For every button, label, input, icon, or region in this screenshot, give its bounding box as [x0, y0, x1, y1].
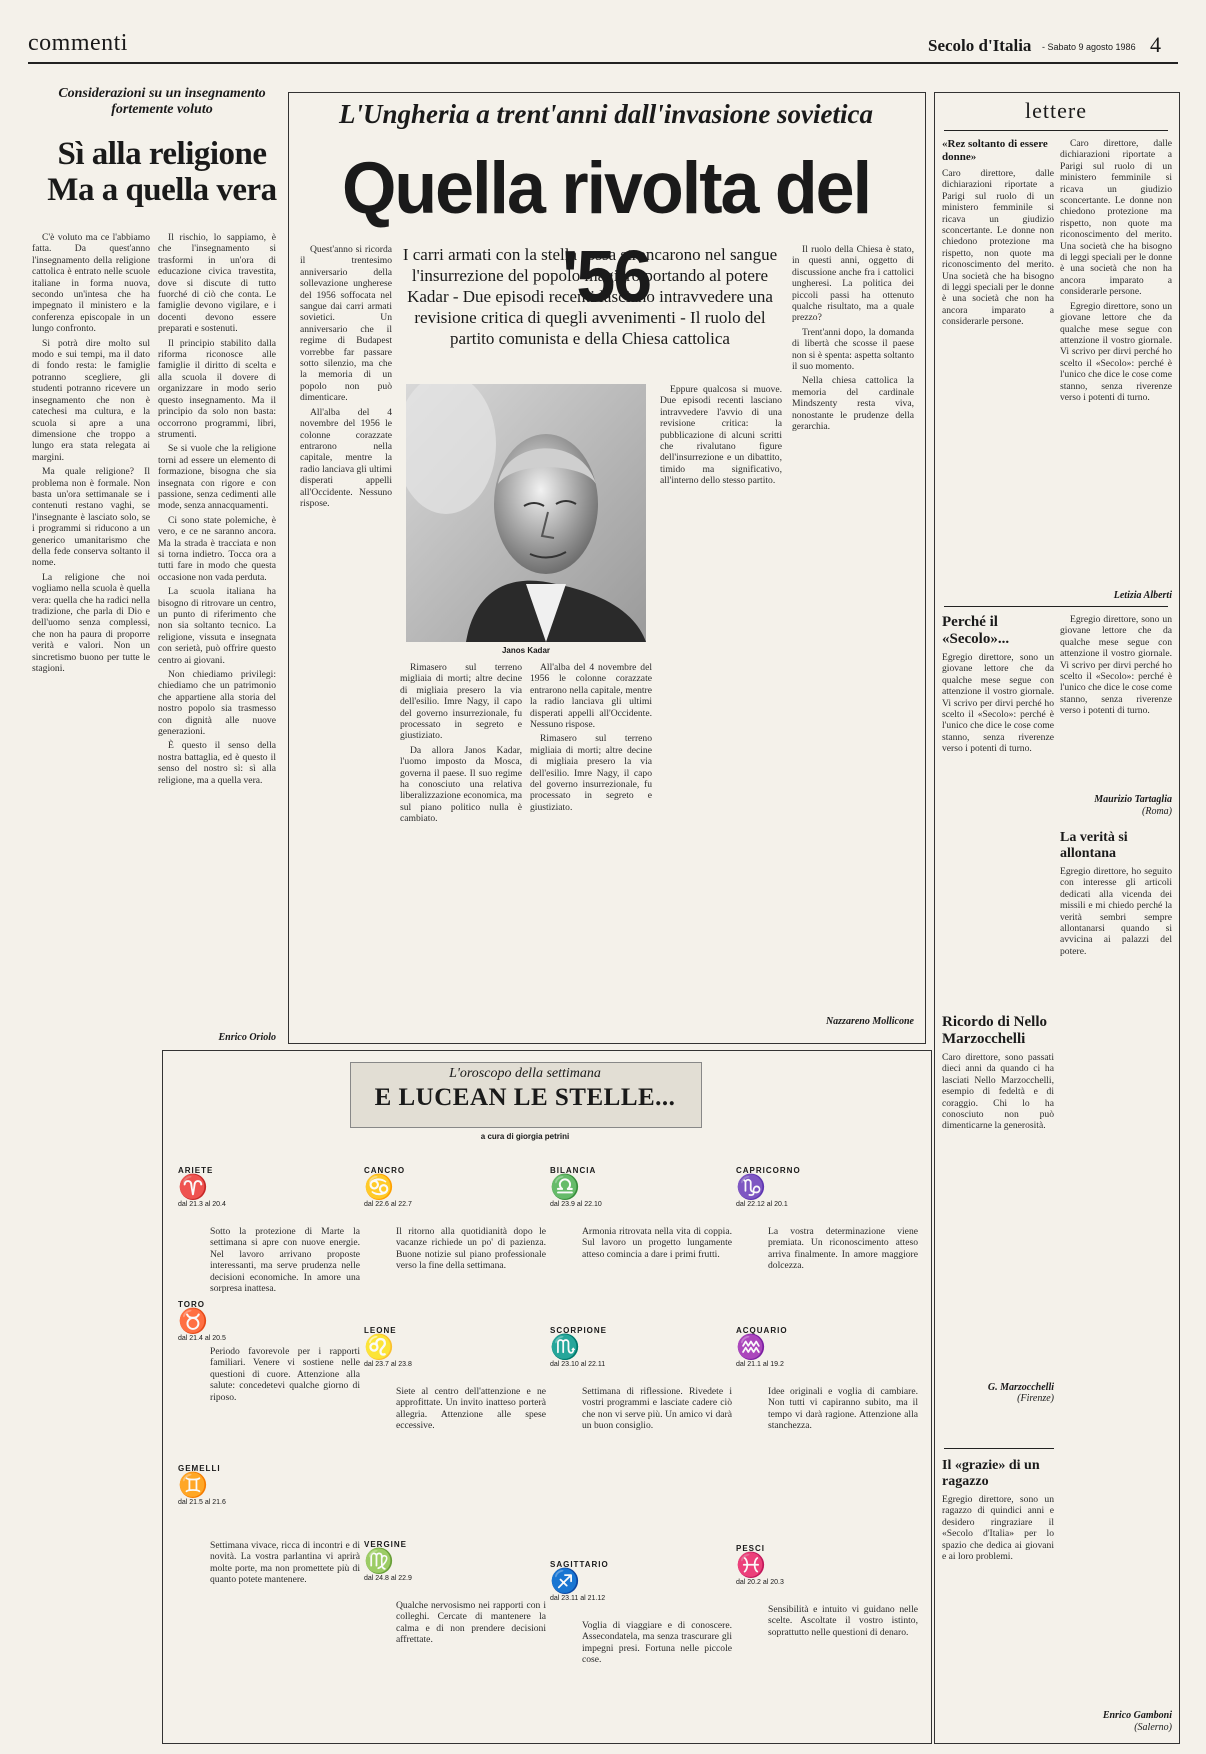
left-article-author: Enrico Oriolo: [218, 1032, 276, 1043]
letter-title: La verità si allontana: [1060, 830, 1128, 861]
sign-dates: dal 23.11 al 21.12: [550, 1595, 606, 1602]
sign-acquario: [736, 1326, 920, 1368]
sign-bilancia: [550, 1166, 734, 1208]
sign-text: Settimana di riflessione. Rivedete i vostri programmi e lasciate cadere ciò che non vi serve più. Un amico vi darà un buon consiglio.: [582, 1386, 732, 1432]
letter-2-signature: Maurizio Tartaglia: [1094, 794, 1172, 805]
sign-dates: dal 21.1 al 19.2: [736, 1361, 784, 1368]
paragraph: Se si vuole che la religione torni ad essere un elemento di formazione, bisogna che sia insegnata con rigore e con passione, senza cedimenti alle mode, senza annacquamenti.: [158, 443, 276, 512]
sign-text: Settimana vivace, ricca di incontri e di novità. La vostra parlantina vi aprirà molte porte, ma non promettete più di quanto potete mantenere.: [210, 1540, 360, 1586]
horoscope-title: E LUCEAN LE STELLE...: [374, 1084, 676, 1111]
main-headline: Quella rivolta del '56: [341, 146, 871, 318]
letter-1: [942, 138, 1054, 608]
letter-2: [942, 614, 1054, 1014]
letter-title: «Rez soltanto di essere donne»: [942, 138, 1048, 163]
main-article-author: Nazzareno Mollicone: [825, 1016, 914, 1027]
sign-name: PESCI: [736, 1544, 766, 1553]
newspaper-name: Secolo d'Italia: [928, 36, 1032, 55]
letters-title-rule: [944, 130, 1168, 131]
letters-title: lettere: [1025, 98, 1087, 123]
sign-text: Voglia di viaggiare e di conoscere. Assecondatela, ma senza trascurare gli impegni presi. Fortuna nelle piccole cose.: [582, 1620, 732, 1666]
left-headline-line1: Sì alla religione: [57, 136, 267, 172]
header-rule: [28, 62, 1178, 64]
letter-body: Egregio direttore, ho seguito con interesse gli articoli dedicati alla vicenda dei missili e mi chiedo perché la verità sembri sempre allontanarsi quando si avvicina ai palazzi del potere.: [1060, 866, 1172, 957]
sign-name: LEONE: [364, 1326, 397, 1335]
letter-2-place: (Roma): [1142, 806, 1172, 817]
letter-place: (Firenze): [1017, 1393, 1054, 1404]
leo-icon: ♌: [364, 1335, 394, 1361]
paragraph: Caro direttore, dalle dichiarazioni riportate a Parigi sul ruolo di un ministero femminile si ricava un giudizio sconcertante. Le donne non chiedono protezione ma rispetto, non quote ma riconoscimento del merito. Una società che ha bisogno di leggi speciali per le donne è una società che non ha ancora imparato a considerarle persone.: [1060, 138, 1172, 298]
letter-5-place: (Salerno): [1134, 1722, 1172, 1733]
sign-text: Siete al centro dell'attenzione e ne approfittate. Un invito inatteso porterà allegria. Attenzione alle spese eccessive.: [396, 1386, 546, 1432]
sign-name: ACQUARIO: [736, 1326, 788, 1335]
paragraph: Quest'anno si ricorda il trentesimo anniversario della sollevazione ungherese del 1956 soffocata nel sangue dai carri armati sovietici. Un anniversario che il regime di Budapest vorrebbe far passare sotto silenzio, ma che la memoria di un popolo non può dimenticare.: [300, 244, 392, 404]
sign-dates: dal 20.2 al 20.3: [736, 1579, 784, 1586]
sign-name: BILANCIA: [550, 1166, 597, 1175]
left-headline-line2: Ma a quella vera: [47, 172, 277, 208]
sign-dates: dal 22.12 al 20.1: [736, 1201, 788, 1208]
sign-text: La vostra determinazione viene premiata. Un riconoscimento atteso arriva finalmente. In amore maggiore dolcezza.: [768, 1226, 918, 1272]
letter-body: Egregio direttore, sono un giovane lettore che da qualche mese segue con attenzione il vostro giornale. Vi scrivo per dirvi perché ho scelto il «Secolo»: perché è l'unico che dice le cose come stanno, senza riverenze verso i potenti di turno.: [942, 652, 1054, 755]
taurus-icon: ♉: [178, 1309, 208, 1335]
paragraph: La scuola italiana ha bisogno di ritrovare un centro, un punto di riferimento che non sia soltanto tecnico. La religione, vissuta e insegnata con serietà, può offrire questo centro ai giovani.: [158, 586, 276, 666]
sign-text: Qualche nervosismo nei rapporti con i colleghi. Cercate di mantenere la calma e di non prendere decisioni affrettate.: [396, 1600, 546, 1646]
pisces-icon: ♓: [736, 1553, 766, 1579]
letter-1-signature: Letizia Alberti: [1113, 590, 1172, 601]
sign-scorpione: [550, 1326, 734, 1368]
letters-divider: [944, 1448, 1054, 1449]
sign-text: Periodo favorevole per i rapporti familiari. Venere vi sostiene nelle questioni di cuore. Attenzione alla salute: concedetevi qualche giorno di riposo.: [210, 1346, 360, 1403]
paragraph: Eppure qualcosa si muove. Due episodi recenti lasciano intravvedere l'avvio di una revisione critica: la pubblicazione di alcuni scritti che rivalutano figure dell'insurrezione e un dibattito, timido ma significativo, all'interno dello stesso partito.: [660, 384, 782, 487]
aquarius-icon: ♒: [736, 1335, 766, 1361]
letter-4: [942, 1014, 1054, 1434]
paragraph: Rimasero sul terreno migliaia di morti; altre decine di migliaia presero la via dell'esilio. Imre Nagy, il capo del governo insurrezionale, fu processato in segreto e giustiziato.: [400, 662, 522, 742]
scorpio-icon: ♏: [550, 1335, 580, 1361]
letter-title: Perché il «Secolo»...: [942, 614, 1010, 647]
paragraph: La religione che noi vogliamo nella scuola è quella vera: quella che ha radici nella tradizione, che parla di Dio e dell'uomo senza complessi, che non ha paura di proporre verità e valori. Non un sincretismo buono per tutte le stagioni.: [32, 571, 150, 675]
sign-capricorno: [736, 1166, 920, 1208]
letter-title: Ricordo di Nello Marzocchelli: [942, 1014, 1047, 1047]
sign-dates: dal 23.7 al 23.8: [364, 1361, 412, 1368]
horoscope-kicker: L'oroscopo della settimana: [449, 1066, 601, 1081]
letter-body: Egregio direttore, sono un ragazzo di quindici anni e desidero ringraziare il «Secolo d'Italia» per lo spazio che dedica ai giovani e ai loro problemi.: [942, 1494, 1054, 1563]
paragraph: Non chiediamo privilegi: chiediamo che un patrimonio che appartiene alla storia del nostro popolo sia trasmesso con dignità alle nuove generazioni.: [158, 669, 276, 738]
libra-icon: ♎: [550, 1175, 580, 1201]
section-title: commenti: [28, 30, 128, 56]
paragraph: Egregio direttore, sono un giovane lettore che da qualche mese segue con attenzione il vostro giornale. Vi scrivo per dirvi perché ho scelto il «Secolo»: perché è l'unico che dice le cose come stanno, senza riverenze verso i potenti di turno.: [1060, 300, 1172, 403]
sagittarius-icon: ♐: [550, 1569, 580, 1595]
sign-name: CANCRO: [364, 1166, 406, 1175]
paragraph: Rimasero sul terreno migliaia di morti; altre decine di migliaia presero la via dell'esilio. Imre Nagy, il capo del governo insurrezionale, fu processato in segreto e giustiziato.: [530, 733, 652, 813]
paragraph: Ci sono state polemiche, è vero, e ce ne saranno ancora. Ma la strada è tracciata e non si torna indietro. Tocca ora a tutti fare in modo che questa occasione non vada perduta.: [158, 514, 276, 583]
main-kicker: L'Ungheria a trent'anni dall'invasione sovietica: [338, 99, 874, 129]
main-deck: I carri armati con la stella rossa stroncarono nel sangue l'insurrezione del popolo magiaro portando al potere Kadar - Due episodi recenti lasciano intravvedere una revisione critica di quegli avvenimenti - Il ruolo del partito comunista e della Chiesa cattolica: [402, 245, 778, 348]
left-kicker: Considerazioni su un insegnamento fortemente voluto: [58, 86, 266, 117]
sign-text: Sensibilità e intuito vi guidano nelle scelte. Ascoltate il vostro istinto, soprattutto nelle questioni di denaro.: [768, 1604, 918, 1638]
sign-sagittario: [550, 1560, 734, 1602]
sign-dates: dal 24.8 al 22.9: [364, 1575, 412, 1582]
sign-dates: dal 21.4 al 20.5: [178, 1335, 226, 1342]
letter-body: Caro direttore, sono passati dieci anni da quando ci ha lasciati Nello Marzocchelli, esempio di fedeltà e di coraggio. Chi lo ha conosciuto non può dimenticarne la generosità.: [942, 1052, 1054, 1132]
sign-ariete: [178, 1166, 362, 1208]
horoscope-byline: a cura di giorgia petrini: [480, 1132, 570, 1141]
sign-name: TORO: [178, 1300, 205, 1309]
gemini-icon: ♊: [178, 1473, 208, 1499]
sign-dates: dal 23.9 al 22.10: [550, 1201, 602, 1208]
kadar-photo: [406, 384, 646, 642]
paragraph: È questo il senso della nostra battaglia, ed è questo il senso del nostro sì: sì alla religione, ma a quella vera.: [158, 740, 276, 786]
main-col1-lead: [300, 244, 392, 1034]
sign-cancro: [364, 1166, 548, 1208]
paragraph: All'alba del 4 novembre del 1956 le colonne corazzate entrarono nella capitale, mentre la radio lanciava gli ultimi disperati appelli all'Occidente. Nessuno rispose.: [530, 662, 652, 731]
sign-text: Armonia ritrovata nella vita di coppia. Sul lavoro un progetto lungamente atteso comincia a dare i primi frutti.: [582, 1226, 732, 1260]
sign-name: CAPRICORNO: [736, 1166, 801, 1175]
paragraph: Il rischio, lo sappiamo, è che l'insegnamento si trasformi in un'ora di educazione civica travestita, dove si discute di tutto fuorché di ciò che conta. Le famiglie devono vigilare, e i docenti devono essere preparati e sostenuti.: [158, 232, 276, 335]
sign-name: ARIETE: [178, 1166, 214, 1175]
main-col3: [530, 662, 652, 1034]
page-number: 4: [1150, 32, 1161, 57]
sign-leone: [364, 1326, 548, 1368]
paragraph: Ma quale religione? Il problema non è formale. Non basta un'ora settimanale se i contenuti restano vaghi, se l'insegnante è lasciato solo, se i programmi si riducono a un generico umanitarismo che della fede conserva soltanto il nome.: [32, 466, 150, 569]
capricorn-icon: ♑: [736, 1175, 766, 1201]
sign-name: GEMELLI: [178, 1464, 221, 1473]
paragraph: Egregio direttore, sono un giovane lettore che da qualche mese segue con attenzione il vostro giornale. Vi scrivo per dirvi perché ho scelto il «Secolo»: perché è l'unico che dice le cose come stanno, senza riverenze verso i potenti di turno.: [1060, 614, 1172, 717]
sign-toro: [178, 1300, 362, 1342]
main-col-right-of-photo: [660, 384, 782, 1004]
main-col2: [400, 662, 522, 1034]
sign-pesci: [736, 1544, 920, 1586]
letter-5-signature: Enrico Gamboni: [1102, 1710, 1172, 1721]
cancer-icon: ♋: [364, 1175, 394, 1201]
left-article-col2: [158, 232, 276, 972]
paragraph: Nella chiesa cattolica la memoria del cardinale Mindszenty resta viva, nonostante le prudenze della gerarchia.: [792, 375, 914, 433]
paragraph: Il ruolo della Chiesa è stato, in questi anni, oggetto di discussione anche fra i cattolici ungheresi. La politica dei piccoli passi ha ottenuto qualche risultato, ma a quale prezzo?: [792, 244, 914, 324]
paragraph: Si potrà dire molto sul modo e sui tempi, ma il dato di fondo resta: le famiglie potranno scegliere, gli studenti potranno ricevere un insegnamento che non è catechesi ma cultura, e la scuola si apre a una dimensione che troppo a lungo era stata relegata ai margini.: [32, 337, 150, 463]
sign-text: Idee originali e voglia di cambiare. Non tutti vi capiranno subito, ma il tempo vi darà ragione. Attenzione alla stanchezza.: [768, 1386, 918, 1432]
sign-name: VERGINE: [364, 1540, 408, 1549]
aries-icon: ♈: [178, 1175, 208, 1201]
sign-dates: dal 22.6 al 22.7: [364, 1201, 412, 1208]
letter-body: Caro direttore, dalle dichiarazioni riportate a Parigi sul ruolo di un ministero femminile si ricava un giudizio sconcertante. Le donne non chiedono protezione ma rispetto, non quote ma riconoscimento del merito. Una società che ha bisogno di leggi speciali per le donne è una società che non ha ancora imparato a considerarle persone.: [942, 168, 1054, 328]
photo-caption: Janos Kadar: [501, 646, 551, 655]
portrait-image: [406, 384, 646, 642]
sign-text: Il ritorno alla quotidianità dopo le vacanze richiede un po' di pazienza. Buone notizie sul piano professionale verso la fine della settimana.: [396, 1226, 546, 1272]
paragraph: All'alba del 4 novembre del 1956 le colonne corazzate entrarono nella capitale, mentre la radio lanciava gli ultimi disperati appelli all'Occidente. Nessuno rispose.: [300, 406, 392, 509]
letters-divider: [944, 606, 1168, 607]
sign-vergine: [364, 1540, 548, 1582]
letter-3: [1060, 830, 1172, 1730]
issue-date: - Sabato 9 agosto 1986: [1042, 42, 1136, 52]
paragraph: Il principio stabilito dalla riforma riconosce alle famiglie il diritto di scelta e alla scuola il dovere di organizzare in modo serio questo insegnamento. Ma il principio da solo non basta: occorrono programmi, libri, strumenti.: [158, 337, 276, 440]
letter-signature: G. Marzocchelli: [987, 1382, 1054, 1393]
sign-gemelli: [178, 1464, 362, 1506]
sign-name: SCORPIONE: [550, 1326, 608, 1335]
main-col4: [792, 244, 914, 1004]
sign-dates: dal 23.10 al 22.11: [550, 1361, 606, 1368]
paragraph: Trent'anni dopo, la domanda di libertà che scosse il paese non si è spenta: aspetta soltanto il suo momento.: [792, 326, 914, 373]
sign-dates: dal 21.5 al 21.6: [178, 1499, 226, 1506]
paragraph: Da allora Janos Kadar, l'uomo imposto da Mosca, governa il paese. Il suo regime ha conosciuto una relativa liberalizzazione economica, ma sul piano politico nulla è cambiato.: [400, 744, 522, 825]
sign-dates: dal 21.3 al 20.4: [178, 1201, 226, 1208]
sign-text: Sotto la protezione di Marte la settimana si apre con nuove energie. Nel lavoro arrivano proposte interessanti, ma serve prudenza nelle decisioni economiche. In amore una sorpresa inattesa.: [210, 1226, 360, 1295]
virgo-icon: ♍: [364, 1549, 394, 1575]
letter-5: [942, 1458, 1054, 1738]
letter-1-continued: [1060, 138, 1172, 568]
letter-2-continued: [1060, 614, 1172, 790]
paragraph: C'è voluto ma ce l'abbiamo fatta. Da quest'anno l'insegnamento della religione cattolica è entrato nelle scuole italiane in forma nuova, secondo un'intesa che ha impegnato il ministero e la conferenza episcopale in un lungo confronto.: [32, 232, 150, 335]
left-article-col1: [32, 232, 150, 1732]
sign-name: SAGITTARIO: [550, 1560, 609, 1569]
letter-title: Il «grazie» di un ragazzo: [942, 1458, 1040, 1489]
